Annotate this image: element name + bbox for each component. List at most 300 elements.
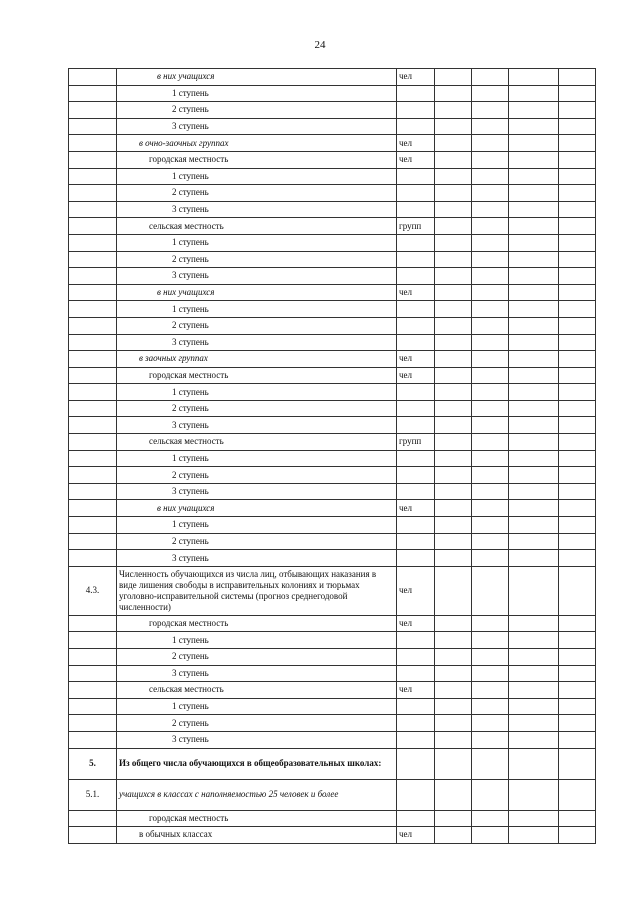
table-row [69, 317, 596, 334]
table-row [69, 284, 596, 301]
unit-cell: групп [397, 218, 435, 235]
table-row [69, 450, 596, 467]
value-cell [472, 649, 509, 666]
value-cell [559, 682, 596, 699]
unit-cell: чел [397, 69, 435, 86]
row-number-cell [69, 665, 117, 682]
value-cell [472, 566, 509, 615]
value-cell [472, 301, 509, 318]
row-label-cell: учащихся в классах с наполняемостью 25 человек и более [117, 779, 397, 810]
value-cell [509, 566, 559, 615]
value-cell [472, 118, 509, 135]
report-table [68, 68, 596, 844]
row-number-cell [69, 268, 117, 285]
row-label-cell: 3 ступень [117, 268, 397, 285]
table-row [69, 615, 596, 632]
table-row [69, 632, 596, 649]
row-number-cell: 5.1. [69, 779, 117, 810]
row-label-cell: Из общего числа обучающихся в общеобразовательных школах: [117, 748, 397, 779]
value-cell [559, 118, 596, 135]
value-cell [509, 533, 559, 550]
unit-cell [397, 550, 435, 567]
row-label-cell: 3 ступень [117, 201, 397, 218]
unit-cell: чел [397, 135, 435, 152]
row-label-cell: 2 ступень [117, 251, 397, 268]
table-row [69, 827, 596, 844]
row-label-cell: 1 ступень [117, 517, 397, 534]
unit-cell [397, 268, 435, 285]
table-row [69, 102, 596, 119]
row-number-cell [69, 417, 117, 434]
value-cell [509, 483, 559, 500]
row-label-cell: 1 ступень [117, 632, 397, 649]
row-number-cell [69, 334, 117, 351]
value-cell [559, 185, 596, 202]
value-cell [559, 698, 596, 715]
row-number-cell [69, 185, 117, 202]
row-label-cell: 2 ступень [117, 102, 397, 119]
value-cell [509, 665, 559, 682]
table-row [69, 69, 596, 86]
unit-cell [397, 185, 435, 202]
value-cell [472, 550, 509, 567]
row-label-cell: в заочных группах [117, 351, 397, 368]
row-label-cell: 2 ступень [117, 715, 397, 732]
value-cell [559, 450, 596, 467]
table-row [69, 483, 596, 500]
row-number-cell [69, 168, 117, 185]
row-label-cell: городская местность [117, 151, 397, 168]
row-label-cell: сельская местность [117, 682, 397, 699]
value-cell [559, 268, 596, 285]
value-cell [472, 284, 509, 301]
value-cell [472, 779, 509, 810]
value-cell [559, 367, 596, 384]
unit-cell [397, 102, 435, 119]
value-cell [509, 779, 559, 810]
value-cell [435, 715, 472, 732]
value-cell [472, 135, 509, 152]
value-cell [559, 417, 596, 434]
value-cell [472, 185, 509, 202]
table-row [69, 384, 596, 401]
value-cell [509, 301, 559, 318]
value-cell [559, 85, 596, 102]
value-cell [435, 317, 472, 334]
value-cell [472, 334, 509, 351]
value-cell [509, 400, 559, 417]
table-row [69, 417, 596, 434]
value-cell [559, 168, 596, 185]
page-number: 24 [314, 39, 326, 51]
value-cell [435, 632, 472, 649]
value-cell [509, 450, 559, 467]
value-cell [559, 715, 596, 732]
table-row [69, 218, 596, 235]
value-cell [472, 632, 509, 649]
unit-cell [397, 317, 435, 334]
value-cell [435, 334, 472, 351]
value-cell [472, 69, 509, 86]
value-cell [509, 827, 559, 844]
value-cell [435, 731, 472, 748]
value-cell [472, 251, 509, 268]
table-row [69, 185, 596, 202]
unit-cell [397, 698, 435, 715]
value-cell [509, 334, 559, 351]
row-label-cell: 2 ступень [117, 533, 397, 550]
value-cell [559, 615, 596, 632]
value-cell [435, 69, 472, 86]
unit-cell [397, 234, 435, 251]
row-number-cell [69, 251, 117, 268]
value-cell [472, 827, 509, 844]
value-cell [472, 367, 509, 384]
row-number-cell [69, 467, 117, 484]
row-label-cell: городская местность [117, 367, 397, 384]
unit-cell [397, 168, 435, 185]
row-number-cell [69, 118, 117, 135]
value-cell [472, 168, 509, 185]
value-cell [472, 417, 509, 434]
unit-cell [397, 400, 435, 417]
value-cell [509, 351, 559, 368]
unit-cell [397, 334, 435, 351]
value-cell [559, 434, 596, 451]
unit-cell [397, 533, 435, 550]
value-cell [472, 201, 509, 218]
table-row [69, 251, 596, 268]
value-cell [559, 810, 596, 827]
value-cell [472, 665, 509, 682]
row-number-cell [69, 810, 117, 827]
row-label-cell: 1 ступень [117, 168, 397, 185]
table-row [69, 467, 596, 484]
value-cell [472, 218, 509, 235]
value-cell [472, 234, 509, 251]
value-cell [559, 517, 596, 534]
value-cell [509, 251, 559, 268]
row-label-cell: 3 ступень [117, 118, 397, 135]
table-row [69, 500, 596, 517]
value-cell [472, 102, 509, 119]
unit-cell: чел [397, 615, 435, 632]
table-row [69, 748, 596, 779]
value-cell [435, 417, 472, 434]
row-number-cell [69, 218, 117, 235]
row-label-cell: 3 ступень [117, 483, 397, 500]
row-number-cell [69, 135, 117, 152]
value-cell [509, 234, 559, 251]
row-label-cell: 3 ступень [117, 550, 397, 567]
value-cell [559, 632, 596, 649]
unit-cell: чел [397, 682, 435, 699]
value-cell [435, 118, 472, 135]
row-label-cell: 1 ступень [117, 698, 397, 715]
value-cell [509, 218, 559, 235]
value-cell [559, 317, 596, 334]
table-row [69, 665, 596, 682]
value-cell [435, 748, 472, 779]
value-cell [559, 533, 596, 550]
value-cell [435, 201, 472, 218]
value-cell [509, 268, 559, 285]
table-row [69, 715, 596, 732]
value-cell [559, 334, 596, 351]
value-cell [509, 434, 559, 451]
value-cell [509, 517, 559, 534]
value-cell [509, 731, 559, 748]
row-label-cell: 1 ступень [117, 384, 397, 401]
table-body [69, 69, 596, 844]
value-cell [509, 118, 559, 135]
value-cell [559, 218, 596, 235]
row-number-cell [69, 698, 117, 715]
row-number-cell [69, 533, 117, 550]
table-row [69, 85, 596, 102]
value-cell [509, 201, 559, 218]
value-cell [559, 151, 596, 168]
value-cell [559, 201, 596, 218]
row-number-cell [69, 682, 117, 699]
unit-cell: чел [397, 827, 435, 844]
value-cell [435, 151, 472, 168]
value-cell [435, 550, 472, 567]
unit-cell: групп [397, 434, 435, 451]
unit-cell [397, 731, 435, 748]
unit-cell [397, 649, 435, 666]
table-row [69, 351, 596, 368]
value-cell [559, 69, 596, 86]
value-cell [559, 779, 596, 810]
value-cell [472, 698, 509, 715]
value-cell [559, 234, 596, 251]
unit-cell [397, 779, 435, 810]
value-cell [509, 102, 559, 119]
value-cell [559, 500, 596, 517]
row-label-cell: Численность обучающихся из числа лиц, отбывающих наказания в виде лишения свободы в исправительных колониях и тюрьмах уголовно-исправительной системы (прогноз среднегодовой численности) [117, 566, 397, 615]
value-cell [559, 301, 596, 318]
value-cell [472, 615, 509, 632]
row-label-cell: в очно-заочных группах [117, 135, 397, 152]
value-cell [435, 301, 472, 318]
value-cell [435, 533, 472, 550]
unit-cell [397, 85, 435, 102]
row-number-cell [69, 827, 117, 844]
value-cell [435, 284, 472, 301]
row-number-cell [69, 351, 117, 368]
row-number-cell [69, 450, 117, 467]
value-cell [559, 251, 596, 268]
value-cell [435, 500, 472, 517]
unit-cell: чел [397, 351, 435, 368]
value-cell [472, 731, 509, 748]
value-cell [509, 715, 559, 732]
unit-cell: чел [397, 500, 435, 517]
value-cell [559, 384, 596, 401]
row-number-cell [69, 85, 117, 102]
row-number-cell [69, 550, 117, 567]
row-label-cell: 3 ступень [117, 665, 397, 682]
row-label-cell: в обычных классах [117, 827, 397, 844]
value-cell [435, 665, 472, 682]
unit-cell [397, 301, 435, 318]
row-label-cell: 2 ступень [117, 649, 397, 666]
unit-cell [397, 483, 435, 500]
unit-cell [397, 715, 435, 732]
row-number-cell [69, 615, 117, 632]
value-cell [509, 682, 559, 699]
value-cell [435, 517, 472, 534]
value-cell [472, 500, 509, 517]
value-cell [509, 417, 559, 434]
row-number-cell [69, 517, 117, 534]
value-cell [435, 268, 472, 285]
unit-cell: чел [397, 284, 435, 301]
value-cell [435, 566, 472, 615]
row-label-cell: 2 ступень [117, 317, 397, 334]
row-label-cell: 2 ступень [117, 185, 397, 202]
value-cell [509, 135, 559, 152]
value-cell [435, 698, 472, 715]
row-label-cell: 1 ступень [117, 450, 397, 467]
value-cell [559, 483, 596, 500]
table-row [69, 268, 596, 285]
table-row [69, 649, 596, 666]
value-cell [472, 151, 509, 168]
row-number-cell [69, 500, 117, 517]
value-cell [509, 698, 559, 715]
value-cell [435, 649, 472, 666]
value-cell [472, 85, 509, 102]
value-cell [472, 268, 509, 285]
value-cell [435, 434, 472, 451]
row-label-cell: в них учащихся [117, 69, 397, 86]
row-number-cell: 5. [69, 748, 117, 779]
row-label-cell: городская местность [117, 810, 397, 827]
row-label-cell: 1 ступень [117, 234, 397, 251]
table-row [69, 698, 596, 715]
row-number-cell [69, 69, 117, 86]
value-cell [435, 682, 472, 699]
unit-cell [397, 384, 435, 401]
table-row [69, 731, 596, 748]
value-cell [472, 351, 509, 368]
row-number-cell [69, 384, 117, 401]
table-row [69, 434, 596, 451]
row-number-cell [69, 715, 117, 732]
row-label-cell: 1 ступень [117, 301, 397, 318]
value-cell [435, 135, 472, 152]
unit-cell [397, 417, 435, 434]
row-label-cell: в них учащихся [117, 284, 397, 301]
row-label-cell: 1 ступень [117, 85, 397, 102]
unit-cell [397, 810, 435, 827]
unit-cell: чел [397, 151, 435, 168]
value-cell [435, 779, 472, 810]
value-cell [509, 168, 559, 185]
unit-cell [397, 251, 435, 268]
table-row [69, 334, 596, 351]
value-cell [435, 367, 472, 384]
value-cell [509, 151, 559, 168]
value-cell [435, 400, 472, 417]
value-cell [509, 384, 559, 401]
value-cell [559, 566, 596, 615]
unit-cell [397, 201, 435, 218]
value-cell [509, 284, 559, 301]
row-label-cell: 2 ступень [117, 400, 397, 417]
row-number-cell [69, 102, 117, 119]
value-cell [559, 649, 596, 666]
table-row [69, 566, 596, 615]
unit-cell [397, 748, 435, 779]
value-cell [472, 400, 509, 417]
value-cell [435, 450, 472, 467]
value-cell [559, 351, 596, 368]
row-number-cell [69, 434, 117, 451]
value-cell [435, 85, 472, 102]
row-number-cell [69, 400, 117, 417]
table-row [69, 118, 596, 135]
row-number-cell [69, 284, 117, 301]
value-cell [472, 533, 509, 550]
value-cell [509, 185, 559, 202]
table-row [69, 550, 596, 567]
value-cell [559, 550, 596, 567]
row-number-cell [69, 483, 117, 500]
row-label-cell: 3 ступень [117, 731, 397, 748]
table-row [69, 810, 596, 827]
value-cell [509, 367, 559, 384]
value-cell [559, 748, 596, 779]
unit-cell [397, 467, 435, 484]
table-row [69, 533, 596, 550]
row-number-cell [69, 632, 117, 649]
value-cell [472, 682, 509, 699]
value-cell [435, 483, 472, 500]
row-label-cell: городская местность [117, 615, 397, 632]
row-label-cell: сельская местность [117, 218, 397, 235]
row-label-cell: 3 ступень [117, 417, 397, 434]
row-number-cell: 4.3. [69, 566, 117, 615]
table-row [69, 301, 596, 318]
value-cell [435, 810, 472, 827]
table-row [69, 517, 596, 534]
value-cell [509, 467, 559, 484]
value-cell [509, 615, 559, 632]
value-cell [435, 102, 472, 119]
value-cell [472, 384, 509, 401]
table-row [69, 234, 596, 251]
row-number-cell [69, 731, 117, 748]
value-cell [509, 748, 559, 779]
row-number-cell [69, 649, 117, 666]
unit-cell [397, 665, 435, 682]
value-cell [559, 135, 596, 152]
value-cell [435, 351, 472, 368]
value-cell [559, 665, 596, 682]
value-cell [435, 251, 472, 268]
value-cell [559, 400, 596, 417]
value-cell [559, 731, 596, 748]
row-label-cell: в них учащихся [117, 500, 397, 517]
value-cell [435, 218, 472, 235]
value-cell [509, 550, 559, 567]
value-cell [435, 827, 472, 844]
row-label-cell: сельская местность [117, 434, 397, 451]
row-number-cell [69, 367, 117, 384]
